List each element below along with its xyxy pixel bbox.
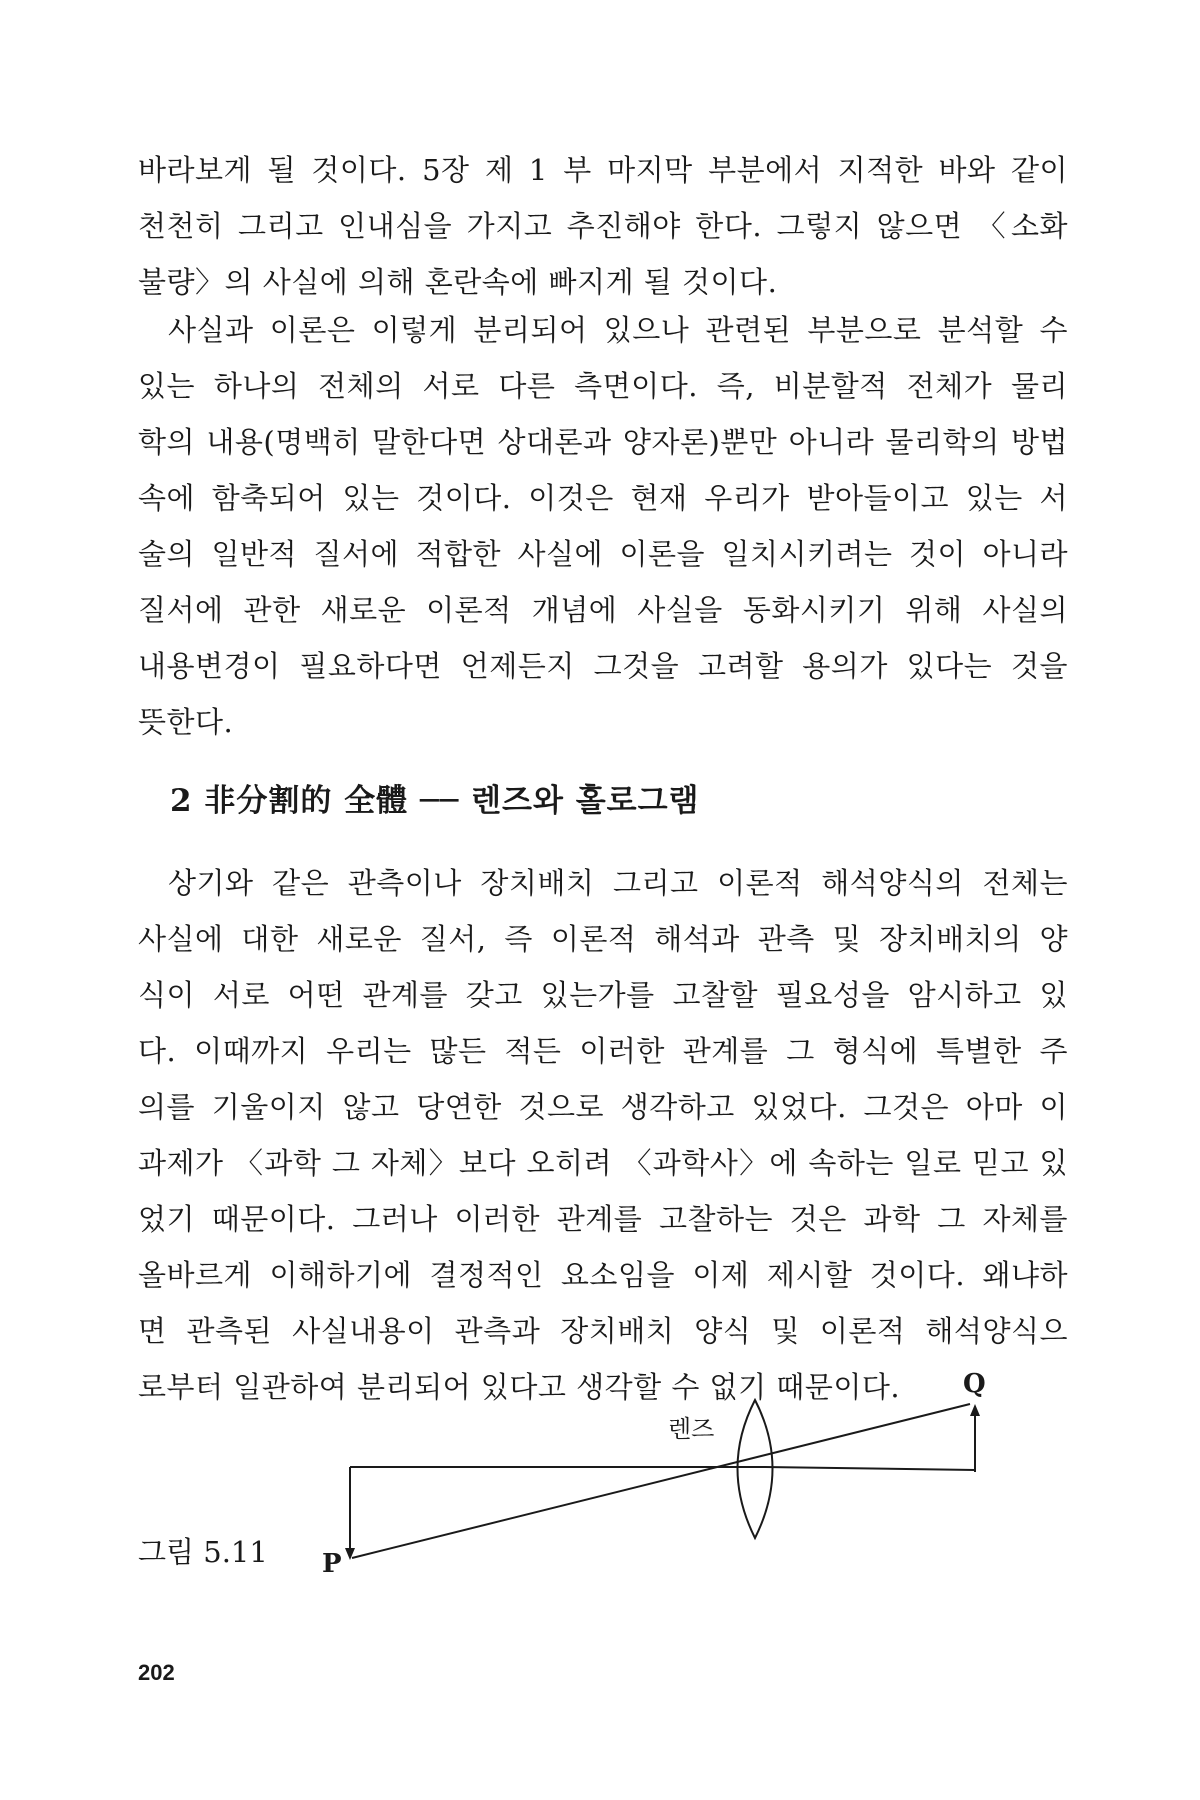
text-line: 로부터 일관하여 분리되어 있다고 생각할 수 없기 때문이다. xyxy=(138,1370,901,1404)
text-line: 내용변경이 필요하다면 언제든지 그것을 고려할 용의가 있다는 것을 xyxy=(138,649,1068,683)
text-line: 속에 함축되어 있는 것이다. 이것은 현재 우리가 받아들이고 있는 서 xyxy=(138,481,1068,515)
principal-ray-line xyxy=(352,1404,970,1558)
text-line: 올바르게 이해하기에 결정적인 요소임을 이제 제시할 것이다. 왜냐하 xyxy=(138,1258,1068,1292)
refracted-ray-line xyxy=(765,1467,975,1470)
text-line: 바라보게 될 것이다. 5장 제 1 부 마지막 부분에서 지적한 바와 같이 xyxy=(138,153,1068,187)
text-line: 었기 때문이다. 그러나 이러한 관계를 고찰하는 것은 과학 그 자체를 xyxy=(138,1202,1068,1236)
lens-label: 렌즈 xyxy=(668,1415,715,1443)
text-line: 있는 하나의 전체의 서로 다른 측면이다. 즉, 비분할적 전체가 물리 xyxy=(138,369,1068,403)
text-line: 불량〉의 사실에 의해 혼란속에 빠지게 될 것이다. xyxy=(138,265,778,299)
paragraph-2 xyxy=(138,302,1068,750)
text-line: 뜻한다. xyxy=(138,705,234,739)
text-line: 사실과 이론은 이렇게 분리되어 있으나 관련된 부분으로 분석할 수 xyxy=(168,313,1068,347)
page-number: 202 xyxy=(138,1660,175,1685)
text-line: 식이 서로 어떤 관계를 갖고 있는가를 고찰할 필요성을 암시하고 있 xyxy=(138,978,1068,1012)
text-line: 천천히 그리고 인내심을 가지고 추진해야 한다. 그렇지 않으면 〈소화 xyxy=(138,209,1068,243)
point-p-label: P xyxy=(322,1549,342,1579)
text-line: 술의 일반적 질서에 적합한 사실에 이론을 일치시키려는 것이 아니라 xyxy=(138,537,1068,571)
paragraph-1 xyxy=(138,142,1068,310)
section-heading: 2 非分割的 全體 ── 렌즈와 홀로그램 xyxy=(170,783,700,819)
text-line: 다. 이때까지 우리는 많든 적든 이러한 관계를 그 형식에 특별한 주 xyxy=(138,1034,1068,1068)
text-line: 학의 내용(명백히 말한다면 상대론과 양자론)뿐만 아니라 물리학의 방법 xyxy=(138,425,1068,459)
point-q-label: Q xyxy=(963,1369,986,1399)
paragraph-3 xyxy=(138,855,1068,1415)
text-line: 의를 기울이지 않고 당연한 것으로 생각하고 있었다. 그것은 아마 이 xyxy=(138,1090,1068,1124)
lens-shape xyxy=(738,1400,773,1538)
text-line: 상기와 같은 관측이나 장치배치 그리고 이론적 해석양식의 전체는 xyxy=(168,866,1068,900)
text-line: 과제가 〈과학 그 자체〉보다 오히려 〈과학사〉에 속하는 일로 믿고 있 xyxy=(138,1146,1068,1180)
text-line: 질서에 관한 새로운 이론적 개념에 사실을 동화시키기 위해 사실의 xyxy=(138,593,1068,627)
text-line: 사실에 대한 새로운 질서, 즉 이론적 해석과 관측 및 장치배치의 양 xyxy=(138,922,1068,956)
text-line: 면 관측된 사실내용이 관측과 장치배치 양식 및 이론적 해석양식으 xyxy=(138,1314,1068,1348)
image-arrowhead-icon xyxy=(970,1404,980,1416)
figure-caption: 그림 5.11 xyxy=(138,1535,268,1569)
